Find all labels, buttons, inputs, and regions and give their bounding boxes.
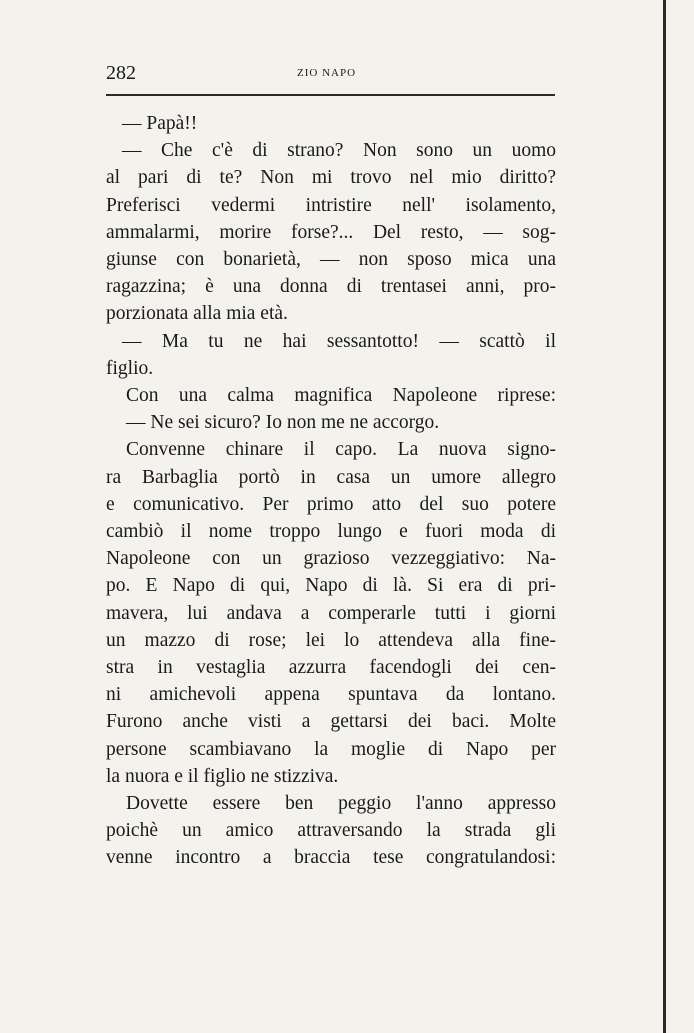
text-line: figlio. [106, 357, 154, 379]
text-line: cambiò il nome troppo lungo e fuori moda di [106, 521, 556, 543]
page-header [106, 62, 554, 90]
text-line: porzionata alla mia età. [106, 303, 288, 325]
text-line: Con una calma magnifica Napoleone riprese: [126, 385, 556, 407]
text-line: persone scambiavano la moglie di Napo per [106, 738, 556, 760]
text-line: e comunicativo. Per primo atto del suo potere [106, 493, 556, 515]
text-line: — Ma tu ne hai sessantotto! — scattò il [122, 330, 556, 352]
text-line: Dovette essere ben peggio l'anno appresso [126, 793, 556, 815]
running-title: ZIO NAPO [297, 67, 357, 79]
text-line: mavera, lui andava a comperarle tutti i giorni [106, 602, 556, 624]
text-line: giunse con bonarietà, — non sposo mica una [106, 249, 556, 271]
text-line: — Ne sei sicuro? Io non me ne accorgo. [126, 412, 440, 434]
text-line: Preferisci vedermi intristire nell' isolamento, [106, 194, 556, 216]
text-line: — Papà!! [122, 113, 198, 134]
page-number: 282 [106, 62, 136, 84]
text-line: ragazzina; è una donna di trentasei anni, pro- [106, 276, 556, 298]
text-line: stra in vestaglia azzurra facendogli dei cen- [106, 657, 556, 679]
text-line: Convenne chinare il capo. La nuova signo- [126, 439, 556, 461]
text-line: — Che c'è di strano? Non sono un uomo [122, 140, 556, 162]
text-line: Napoleone con un grazioso vezzeggiativo: Na- [106, 548, 556, 570]
text-line: un mazzo di rose; lei lo attendeva alla fine- [106, 629, 556, 651]
text-line: la nuora e il figlio ne stizziva. [106, 765, 339, 787]
text-line: ni amichevoli appena spuntava da lontano. [106, 684, 556, 706]
body-text [106, 110, 556, 872]
text-line: po. E Napo di qui, Napo di là. Si era di pri- [106, 575, 556, 597]
text-line: venne incontro a braccia tese congratulandosi: [106, 847, 556, 869]
text-line: ra Barbaglia portò in casa un umore allegro [106, 466, 556, 488]
text-line: poichè un amico attraversando la strada gli [106, 820, 556, 842]
text-line: Furono anche visti a gettarsi dei baci. Molte [106, 711, 556, 733]
page-edge [663, 0, 666, 1033]
text-line: ammalarmi, morire forse?... Del resto, — sog- [106, 221, 556, 243]
text-line: al pari di te? Non mi trovo nel mio diritto? [106, 167, 556, 189]
header-rule [106, 94, 555, 96]
